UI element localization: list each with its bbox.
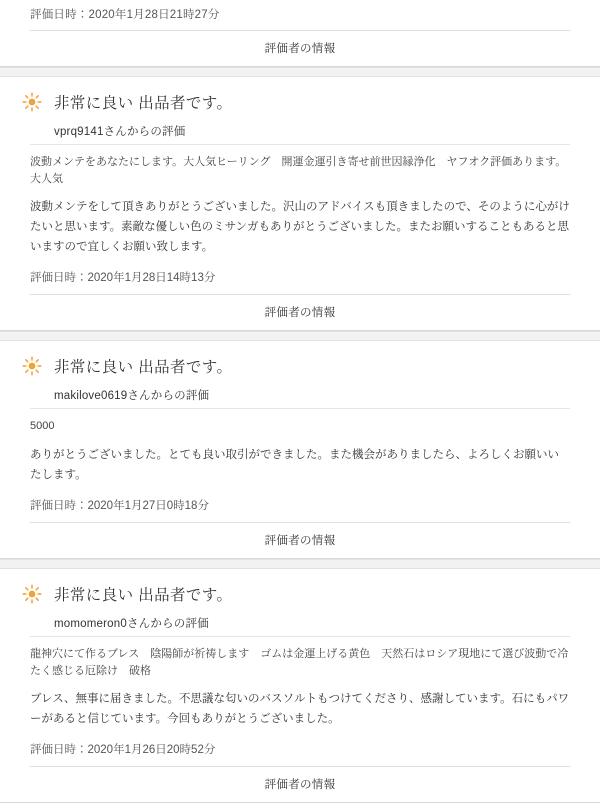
- item-title[interactable]: 5000: [30, 420, 55, 433]
- reviewer-name[interactable]: vprq9141さんからの評価: [54, 126, 186, 138]
- date-value: 2020年1月28日14時13分: [87, 272, 216, 285]
- item-title[interactable]: 波動メンテをあなたにします。大人気ヒーリング 開運金運引き寄せ前世因縁浄化 ヤフオク評価あります。大人気: [30, 156, 567, 185]
- review-date-top: [0, 0, 600, 30]
- reviewer-info-toggle[interactable]: 評価者の情報: [0, 31, 600, 66]
- review-date: [0, 495, 600, 522]
- sun-icon: [22, 356, 42, 376]
- review-item: [0, 569, 600, 802]
- review-comment: 波動メンテをして頂きありがとうございました。沢山のアドバイスも頂きましたので、そのように心がけたいと思います。素敵な優しい色のミサンガもありがとうございました。またお願いすることもあると思いますので宜しくお願い致します。: [30, 201, 570, 254]
- review-date: [0, 267, 600, 294]
- date-label: 評価日時：: [30, 272, 88, 285]
- reviewer-info-toggle[interactable]: 評価者の情報: [0, 523, 600, 558]
- review-header: [0, 77, 600, 121]
- reviewer-info-toggle[interactable]: 評価者の情報: [0, 295, 600, 330]
- reviewer-name[interactable]: momomeron0さんからの評価: [54, 618, 209, 631]
- sun-icon: [22, 584, 42, 604]
- date-value: 2020年1月26日20時52分: [87, 744, 216, 757]
- reviewer-name[interactable]: makilove0619さんからの評価: [54, 390, 210, 403]
- block-gap: [0, 67, 600, 77]
- date-label: 評価日時：: [30, 744, 88, 757]
- block-gap: [0, 331, 600, 341]
- review-comment: ありがとうございました。とても良い取引ができました。また機会がありましたら、よろしくお願いいたします。: [30, 448, 559, 481]
- date-value: 2020年1月27日0時18分: [87, 500, 209, 513]
- reviewer-info-toggle[interactable]: 評価者の情報: [0, 767, 600, 802]
- review-date: [0, 739, 600, 766]
- sun-icon: [22, 92, 42, 112]
- review-comment: ブレス、無事に届きました。不思議な匂いのバスソルトもつけてくださり、感謝しています。石にもパワーがあると信じています。今回もありがとうございました。: [30, 693, 570, 726]
- date-label: 評価日時：: [30, 9, 89, 21]
- review-header: [0, 569, 600, 613]
- review-item: [0, 341, 600, 558]
- review-item: [0, 77, 600, 330]
- review-header: [0, 341, 600, 385]
- rating-text: 非常に良い 出品者です。: [54, 359, 233, 377]
- date-value: 2020年1月28日21時27分: [88, 9, 220, 21]
- block-gap: [0, 559, 600, 569]
- date-label: 評価日時：: [30, 500, 88, 513]
- rating-text: 非常に良い 出品者です。: [54, 587, 233, 605]
- item-title[interactable]: 龍神穴にて作るブレス 陰陽師が祈祷します ゴムは金運上げる黄色 天然石はロシア現地にて選び波動で冷たく感じる厄除け 破格: [30, 648, 569, 677]
- rating-text: 非常に良い 出品者です。: [54, 95, 233, 112]
